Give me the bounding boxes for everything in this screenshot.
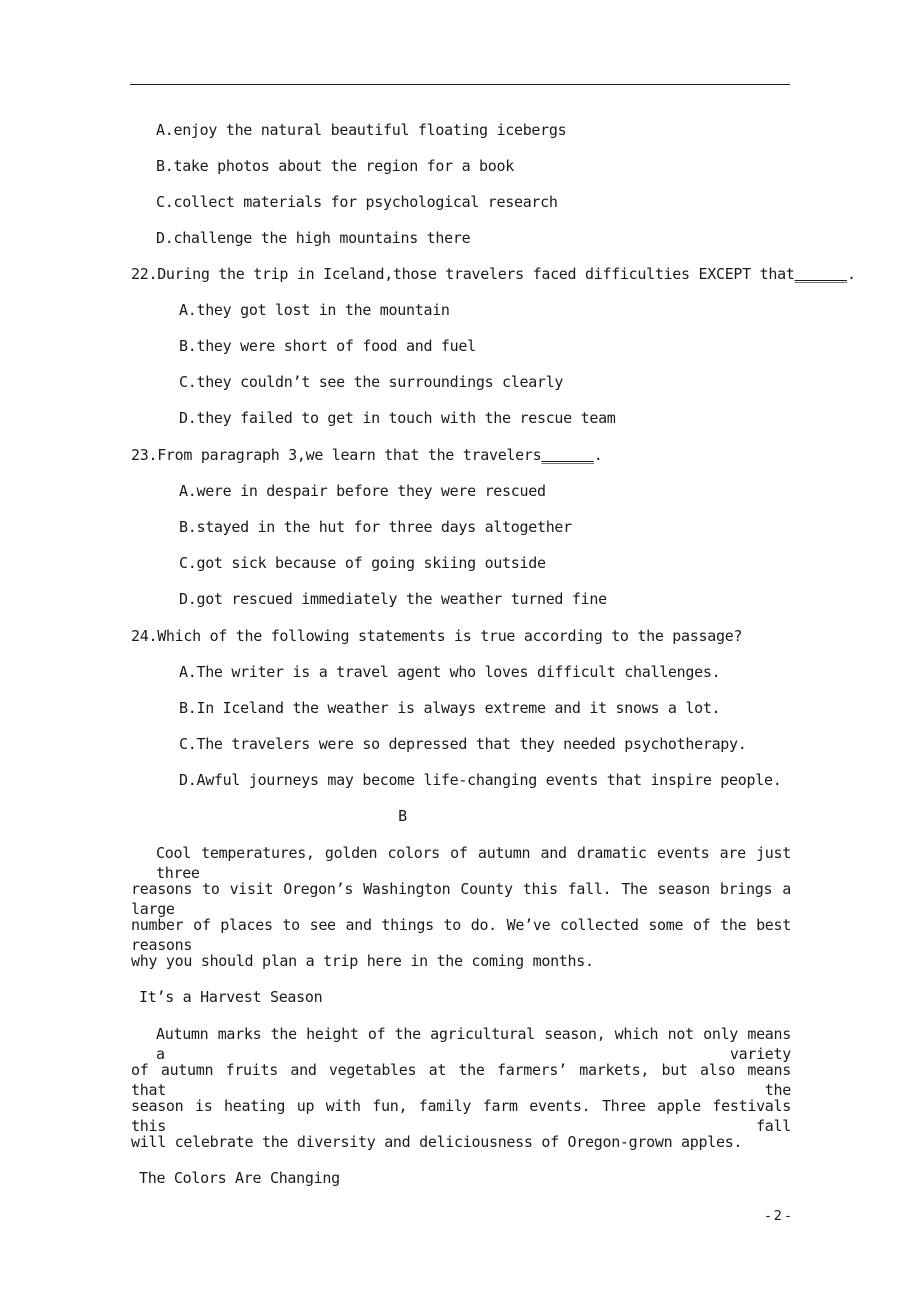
intro-line-4: why you should plan a trip here in the coming months. xyxy=(131,952,594,970)
q22-option-c: C.they couldn’t see the surroundings clearly xyxy=(179,373,564,391)
harvest-line-4: will celebrate the diversity and deliciousness of Oregon-grown apples. xyxy=(131,1133,743,1151)
q21-option-d: D.challenge the high mountains there xyxy=(156,229,471,247)
q21-option-a: A.enjoy the natural beautiful floating icebergs xyxy=(156,121,567,139)
section-b-label: B xyxy=(398,807,407,825)
intro-line-3: number of places to see and things to do. We’ve collected some of the best reasons xyxy=(131,916,791,954)
header-rule xyxy=(130,84,790,85)
q22-option-a: A.they got lost in the mountain xyxy=(179,301,450,319)
q22-option-b: B.they were short of food and fuel xyxy=(179,337,476,355)
harvest-line-3: season is heating up with fun, family farm events. Three apple festivals this fall xyxy=(131,1097,791,1135)
q23-stem xyxy=(131,445,602,465)
intro-line-2: reasons to visit Oregon’s Washington County this fall. The season brings a large xyxy=(131,880,791,918)
q24-option-b: B.In Iceland the weather is always extreme and it snows a lot. xyxy=(179,699,721,717)
page-number: - 2 - xyxy=(765,1209,790,1224)
q22-blank: ______ xyxy=(794,265,847,283)
q23-stem-end: . xyxy=(593,446,603,464)
q22-option-d: D.they failed to get in touch with the rescue team xyxy=(179,409,616,427)
q22-stem-text: 22.During the trip in Iceland,those travelers faced difficulties EXCEPT that xyxy=(131,265,795,283)
heading-colors-changing: The Colors Are Changing xyxy=(139,1169,340,1187)
q22-stem xyxy=(131,264,856,284)
q23-option-b: B.stayed in the hut for three days altogether xyxy=(179,518,572,536)
q21-option-c: C.collect materials for psychological research xyxy=(156,193,558,211)
heading-harvest-season: It’s a Harvest Season xyxy=(139,988,323,1006)
q23-option-c: C.got sick because of going skiing outside xyxy=(179,554,546,572)
q24-option-c: C.The travelers were so depressed that they needed psychotherapy. xyxy=(179,735,747,753)
q24-option-d: D.Awful journeys may become life-changing events that inspire people. xyxy=(179,771,782,789)
q23-option-d: D.got rescued immediately the weather turned fine xyxy=(179,590,607,608)
q21-option-b: B.take photos about the region for a book xyxy=(156,157,514,175)
q24-stem: 24.Which of the following statements is true according to the passage? xyxy=(131,627,743,645)
harvest-line-2: of autumn fruits and vegetables at the farmers’ markets, but also means that the xyxy=(131,1061,791,1099)
q23-option-a: A.were in despair before they were rescued xyxy=(179,482,546,500)
q22-stem-end: . xyxy=(846,265,856,283)
intro-line-1: Cool temperatures, golden colors of autumn and dramatic events are just three xyxy=(156,844,791,882)
q23-stem-text: 23.From paragraph 3,we learn that the travelers xyxy=(131,446,542,464)
q24-option-a: A.The writer is a travel agent who loves difficult challenges. xyxy=(179,663,721,681)
harvest-line-1: Autumn marks the height of the agricultural season, which not only means a variety xyxy=(156,1025,791,1063)
q23-blank: ______ xyxy=(541,446,594,464)
